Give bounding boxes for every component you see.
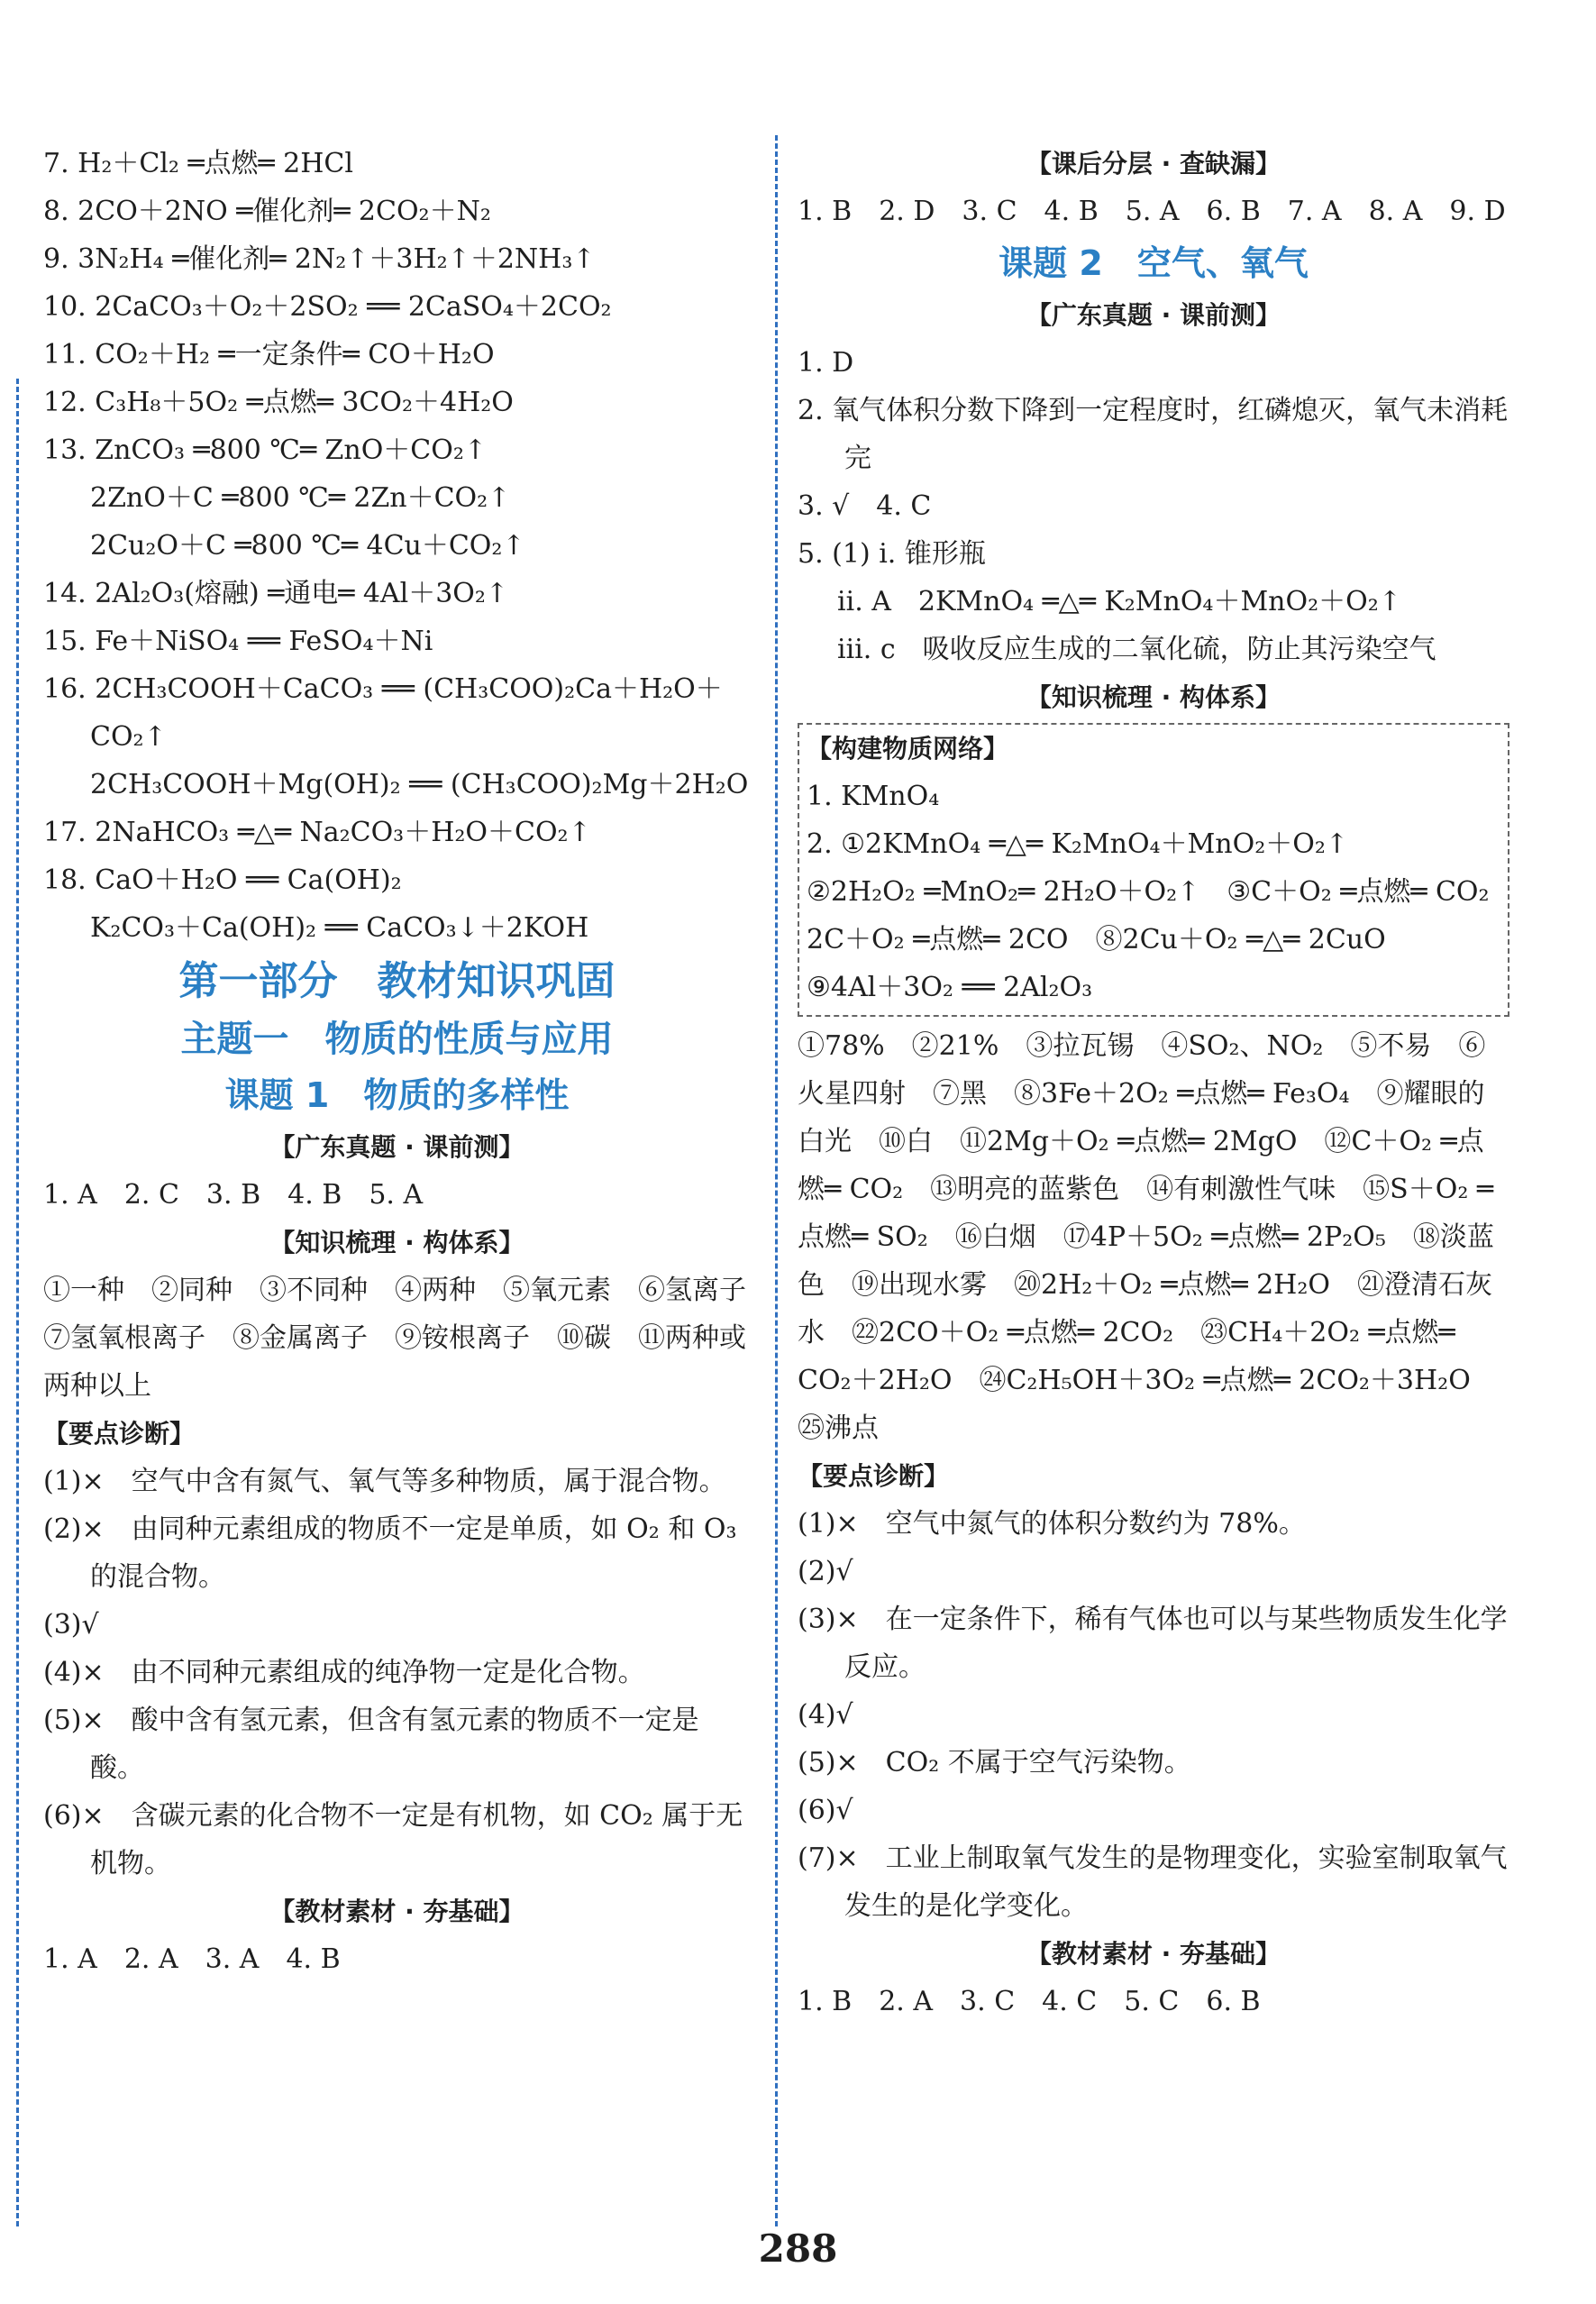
diag2-5: (5)× CO₂ 不属于空气污染物。	[798, 1747, 1191, 1778]
diag-6: (6)× 含碳元素的化合物不一定是有机物，如 CO₂ 属于无机物。	[43, 1800, 743, 1879]
left-column	[43, 140, 773, 1983]
box-line-1: 1. KMnO₄	[807, 781, 940, 812]
diagnosis-heading: 【要点诊断】	[43, 1419, 196, 1449]
page-number: 288	[758, 2226, 838, 2271]
gd-answers: 1. A 2. C 3. B 4. B 5. A	[43, 1179, 424, 1211]
section-heading-zs: 【知识梳理 · 构体系】	[269, 1228, 524, 1257]
jc2-answers: 1. B 2. A 3. C 4. C 5. C 6. B	[798, 1986, 1261, 2017]
gd2-5: ⅱ. A 2KMnO₄ ═△═ K₂MnO₄＋MnO₂＋O₂↑	[837, 586, 1401, 617]
eq-10: 10. 2CaCO₃＋O₂＋2SO₂ ══ 2CaSO₄＋2CO₂	[43, 291, 612, 323]
section-heading-jc-2: 【教材素材 · 夯基础】	[1026, 1939, 1281, 1969]
kh-answers: 1. B 2. D 3. C 4. B 5. A 6. B 7. A 8. A 9. D	[798, 196, 1506, 227]
diag-1: (1)× 空气中含有氮气、氧气等多种物质，属于混合物。	[43, 1466, 726, 1497]
lesson-2-title: 课题 2 空气、氧气	[999, 243, 1309, 283]
zs-answers: ①一种 ②同种 ③不同种 ④两种 ⑤氧元素 ⑥氢离子 ⑦氢氧根离子 ⑧金属离子 ⑨铵根离子 ⑩碳 ⑪两种或两种以上	[43, 1275, 773, 1402]
diag2-2: (2)√	[798, 1556, 853, 1587]
diagnosis-heading-2: 【要点诊断】	[798, 1461, 950, 1491]
part-title: 第一部分 教材知识巩固	[178, 958, 616, 1004]
left-margin-dash	[16, 379, 19, 2226]
gd2-3: 3. √ 4. C	[798, 490, 932, 522]
section-heading-kh: 【课后分层 · 查缺漏】	[1026, 149, 1281, 178]
eq-7: 7. H₂＋Cl₂ ═点燃═ 2HCl	[43, 148, 353, 179]
eq-13c: 2Cu₂O＋C ═800 ℃═ 4Cu＋CO₂↑	[90, 530, 525, 562]
section-heading-gd: 【广东真题 · 课前测】	[269, 1132, 524, 1162]
eq-16b: 2CH₃COOH＋Mg(OH)₂ ══ (CH₃COO)₂Mg＋2H₂O	[90, 769, 749, 800]
eq-18: 18. CaO＋H₂O ══ Ca(OH)₂	[43, 864, 402, 896]
box-line-4: 2C＋O₂ ═点燃═ 2CO ⑧2Cu＋O₂ ═△═ 2CuO	[807, 924, 1386, 955]
gd2-4: 5. (1) ⅰ. 锥形瓶	[798, 538, 986, 570]
eq-14: 14. 2Al₂O₃(熔融) ═通电═ 4Al＋3O₂↑	[43, 578, 509, 609]
right-column	[798, 140, 1509, 2025]
material-network-box	[798, 723, 1509, 1017]
gd2-2: 2. 氧气体积分数下降到一定程度时，红磷熄灭，氧气未消耗完	[798, 395, 1509, 474]
diag-4: (4)× 由不同种元素组成的纯净物一定是化合物。	[43, 1657, 645, 1688]
diag2-6: (6)√	[798, 1795, 853, 1826]
eq-15: 15. Fe＋NiSO₄ ══ FeSO₄＋Ni	[43, 626, 433, 657]
zs2-answers: ①78% ②21% ③拉瓦锡 ④SO₂、NO₂ ⑤不易 ⑥火星四射 ⑦黑 ⑧3Fe＋2O₂ ═点燃═ Fe₃O₄ ⑨耀眼的白光 ⑩白 ⑪2Mg＋O₂ ═点燃═ 2MgO ⑫C＋O₂ ═点燃═ CO₂ ⑬明亮的蓝紫色 ⑭有刺激性气味 ⑮S＋O₂ ═点燃═ SO₂ ⑯白烟 ⑰4P＋5O₂ ═点燃═ 2P₂O₅ ⑱淡蓝色 ⑲出现水雾 ⑳2H₂＋O₂ ═点燃═ 2H₂O ㉑澄清石灰水 ㉒2CO＋O₂ ═点燃═ 2CO₂ ㉓CH₄＋2O₂ ═点燃═ CO₂＋2H₂O ㉔C₂H₅OH＋3O₂ ═点燃═ 2CO₂＋3H₂O ㉕沸点	[798, 1030, 1498, 1444]
eq-8: 8. 2CO＋2NO ═催化剂═ 2CO₂＋N₂	[43, 196, 491, 227]
topic-title: 主题一 物质的性质与应用	[180, 1019, 614, 1060]
eq-16: 16. 2CH₃COOH＋CaCO₃ ══ (CH₃COO)₂Ca＋H₂O＋CO₂↑	[43, 673, 723, 753]
diag-2: (2)× 由同种元素组成的物质不一定是单质，如 O₂ 和 O₃ 的混合物。	[43, 1513, 737, 1593]
jc-answers: 1. A 2. A 3. A 4. B	[43, 1943, 341, 1975]
box-line-2: 2. ①2KMnO₄ ═△═ K₂MnO₄＋MnO₂＋O₂↑	[807, 828, 1348, 860]
eq-11: 11. CO₂＋H₂ ═一定条件═ CO＋H₂O	[43, 339, 495, 370]
diag-3: (3)√	[43, 1609, 99, 1641]
diag-5: (5)× 酸中含有氢元素，但含有氢元素的物质不一定是酸。	[43, 1705, 699, 1784]
column-divider	[775, 135, 778, 2226]
diag2-3: (3)× 在一定条件下，稀有气体也可以与某些物质发生化学反应。	[798, 1604, 1508, 1683]
diag2-1: (1)× 空气中氮气的体积分数约为 78%。	[798, 1508, 1306, 1540]
eq-13b: 2ZnO＋C ═800 ℃═ 2Zn＋CO₂↑	[90, 482, 511, 514]
gd2-6: ⅲ. c 吸收反应生成的二氧化硫，防止其污染空气	[837, 634, 1436, 665]
section-heading-gd-2: 【广东真题 · 课前测】	[1026, 300, 1281, 330]
lesson-1-title: 课题 1 物质的多样性	[224, 1075, 570, 1115]
eq-9: 9. 3N₂H₄ ═催化剂═ 2N₂↑＋3H₂↑＋2NH₃↑	[43, 243, 596, 275]
diag2-7: (7)× 工业上制取氧气发生的是物理变化，实验室制取氧气发生的是化学变化。	[798, 1842, 1508, 1922]
box-title: 【构建物质网络】	[807, 734, 1009, 763]
eq-17: 17. 2NaHCO₃ ═△═ Na₂CO₃＋H₂O＋CO₂↑	[43, 817, 591, 848]
box-line-5: ⑨4Al＋3O₂ ══ 2Al₂O₃	[807, 972, 1093, 1003]
gd2-1: 1. D	[798, 347, 854, 379]
eq-18b: K₂CO₃＋Ca(OH)₂ ══ CaCO₃↓＋2KOH	[90, 912, 589, 944]
eq-13: 13. ZnCO₃ ═800 ℃═ ZnO＋CO₂↑	[43, 434, 488, 466]
eq-12: 12. C₃H₈＋5O₂ ═点燃═ 3CO₂＋4H₂O	[43, 387, 514, 418]
diag2-4: (4)√	[798, 1699, 853, 1731]
box-line-3: ②2H₂O₂ ═MnO₂═ 2H₂O＋O₂↑ ③C＋O₂ ═点燃═ CO₂	[807, 876, 1490, 908]
section-heading-zs-2: 【知识梳理 · 构体系】	[1026, 682, 1281, 712]
section-heading-jc: 【教材素材 · 夯基础】	[269, 1897, 524, 1926]
